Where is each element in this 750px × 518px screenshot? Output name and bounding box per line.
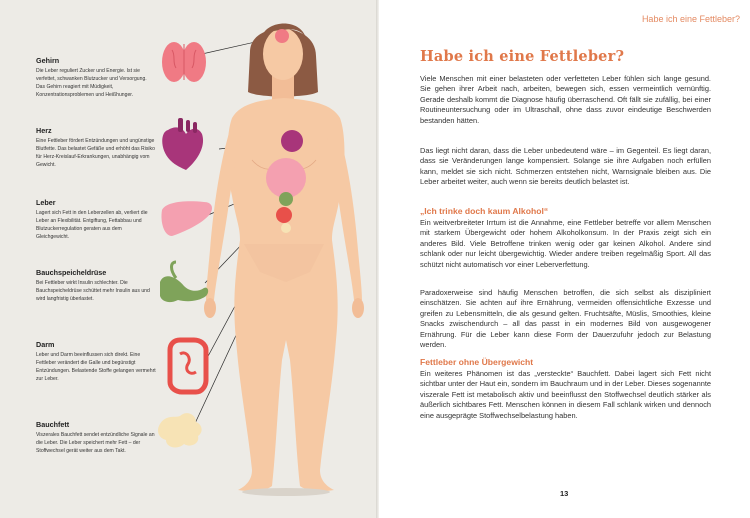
- paragraph: Paradoxerweise sind häufig Menschen betroffen, die sich selbst als diszipliniert einschätzen. Sie achten auf ihre Ernährung, vermeiden offensichtliche Exzesse und greifen zu Lebensmitteln, die als gesund gelten. Fruchtsäfte, Müslis, Smoothies, kleine Snacks zwischendurch – all das passt in ein modernes Bild von ausgewogener Ernährung. Für die Leber kann diese Form der Dauerzufuhr jedoch zur Belastung werden.: [420, 288, 711, 350]
- organ-title: Bauchfett: [36, 420, 70, 429]
- organ-text: Lagert sich Fett in den Leberzellen ab, verliert die Leber an Flexibilität. Entgiftung, Fettabbau und Blutzuckerregulation geraten aus dem Gleichgewicht.: [36, 210, 148, 240]
- organ-title: Leber: [36, 198, 56, 207]
- organ-block-belly-fat: [36, 420, 156, 456]
- organ-block-pancreas: [36, 268, 156, 304]
- organ-block-liver: [36, 198, 156, 242]
- female-figure: [204, 24, 364, 497]
- organ-block-heart: [36, 126, 156, 170]
- right-page-text: [379, 0, 750, 518]
- organ-text: Die Leber reguliert Zucker und Energie. Ist sie verfettet, schwanken Blutzucker und Versorgung. Das Gehirn reagiert mit Müdigkeit, Konzentrationsproblemen und Heißhunger.: [36, 68, 147, 98]
- organ-text: Leber und Darm beeinflussen sich direkt. Eine Fettleber verändert die Galle und begünstigt Entzündungen. Belastende Stoffe gelangen vermehrt zur Leber.: [36, 352, 156, 382]
- organ-block-intestine: [36, 340, 156, 384]
- pancreas-marker: [279, 192, 293, 206]
- paragraph: Ein weiteres Phänomen ist das „versteckte“ Bauchfett. Dabei lagert sich Fett nicht sichtbar unter der Haut ein, sondern im Bauchraum und in der Leber. Dieses sogenannte viszerale Fett ist metabolisch aktiv und beeinflusst den Stoffwechsel deutlich stärker als äußerlich sichtbares Fett. Menschen können in diesem Fall schlank wirken und dennoch eine ausgeprägte Stoffwechselbelastung haben.: [420, 369, 711, 420]
- page-title: Habe ich eine Fettleber?: [420, 48, 625, 65]
- brain-icon: [162, 42, 206, 82]
- organ-text: Eine Fettleber fördert Entzündungen und ungünstige Blutfette. Das belastet Gefäße und erhöht das Risiko für Herz-Kreislauf-Erkrankungen, unabhängig vom Gewicht.: [36, 138, 155, 168]
- heart-icon: [162, 118, 203, 170]
- section-heading: Fettleber ohne Übergewicht: [420, 357, 534, 367]
- section-heading: „Ich trinke doch kaum Alkohol“: [420, 206, 549, 216]
- organ-text: Viszerales Bauchfett sendet entzündliche Signale an die Leber. Die Leber speichert mehr Fett – der Stoffwechsel gerät weiter aus dem Takt.: [36, 432, 155, 454]
- organ-title: Herz: [36, 126, 52, 135]
- running-head: Habe ich eine Fettleber?: [641, 14, 740, 24]
- belly-fat-icon: [158, 413, 202, 447]
- organ-title: Darm: [36, 340, 55, 349]
- intestine-icon: [170, 340, 206, 392]
- intestine-marker: [276, 207, 292, 223]
- page-number: 13: [560, 489, 569, 498]
- paragraph: Das liegt nicht daran, dass die Leber unbedeutend wäre – im Gegenteil. Es liegt daran, dass sie Veränderungen lange kompensiert. Solange sie ihre Aufgaben noch erfüllen kann, meldet sie sich nicht. Schmerzen entstehen nicht, Warnsignale bleiben aus. Die Leber arbeitet weiter, auch wenn sie bereits deutlich belastet ist.: [420, 146, 711, 187]
- liver-icon: [161, 201, 212, 236]
- brain-marker: [275, 29, 289, 43]
- organ-title: Bauchspeicheldrüse: [36, 268, 107, 277]
- paragraph: Ein weitverbreiteter Irrtum ist die Annahme, eine Fettleber betreffe vor allem Menschen mit starkem Übergewicht oder hohem Alkoholkonsum. In der Praxis zeigt sich ein anderes Bild. Viele Betroffene trinken wenig oder gar keinen Alkohol. Andere sind schlank oder nur leicht übergewichtig. Wieder andere treiben regelmäßig Sport. All das schützt nicht automatisch vor einer Leberverfettung.: [420, 218, 711, 269]
- belly-fat-marker: [281, 223, 291, 233]
- organ-text: Bei Fettleber wirkt Insulin schlechter. Die Bauchspeicheldrüse schüttet mehr Insulin aus und wird langfristig überlastet.: [36, 280, 150, 302]
- pancreas-icon: [160, 262, 208, 302]
- paragraph: Viele Menschen mit einer belasteten oder verfetteten Leber fühlen sich lange gesund. Sie gehen ihrer Arbeit nach, arbeiten, bewegen sich, essen vermeintlich vernünftig. Gerade deshalb kommt die Diagnose häufig überraschend. Oft fällt sie zufällig, bei einer Routineuntersuchung oder im Ultraschall, ohne dass zuvor eindeutige Beschwerden bestanden hätten.: [420, 74, 711, 125]
- heart-marker: [281, 130, 303, 152]
- organ-title: Gehirn: [36, 56, 60, 65]
- organ-block-brain: [36, 56, 156, 100]
